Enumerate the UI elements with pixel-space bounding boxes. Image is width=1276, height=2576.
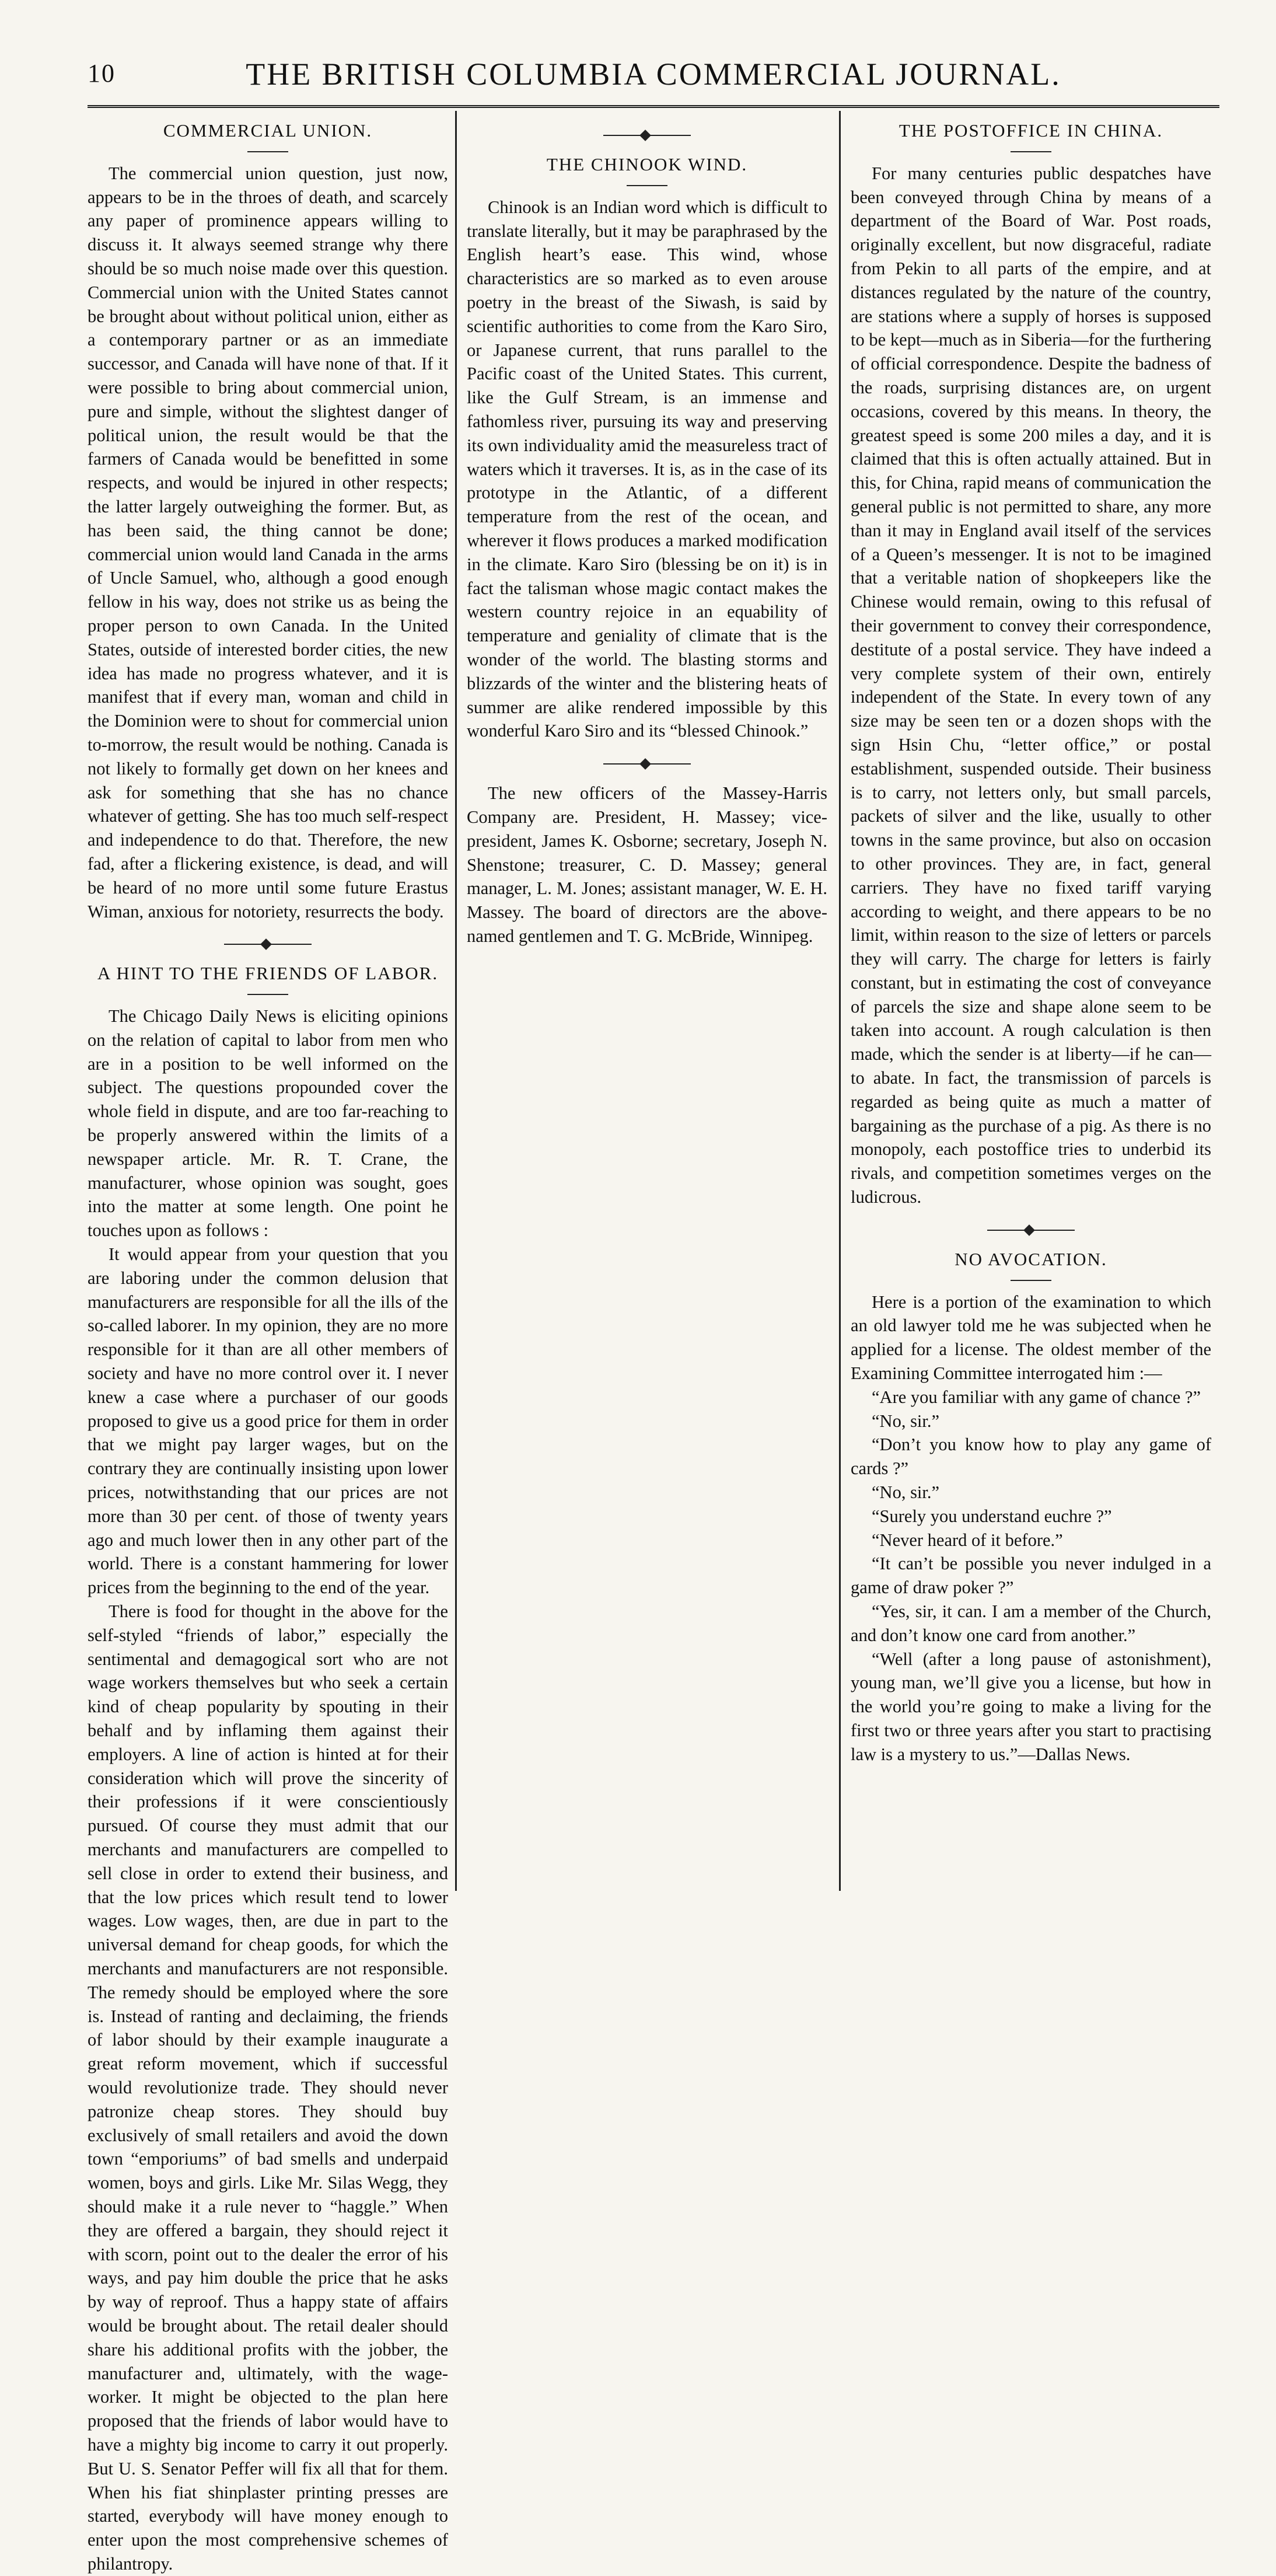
article-title-commercial-union: COMMERCIAL UNION.: [163, 120, 373, 141]
header-rule: [88, 105, 1219, 108]
postoffice-china-paragraph: For many centuries public despatches have been conveyed through China by means of a department of the Board of War. Post roads, originally excellent, but now disgraceful, radiate from Pekin to all parts of the empire, and at distances regulated by the nature of the country, are stations where a supply of horses is supposed to be kept—much as in Siberia—for the furthering of official correspondence. Despite the badness of the roads, surprising distances are, on urgent occasions, covered by this means. In theory, the greatest speed is some 200 miles a day, and it is claimed that this is often actually attained. But in this, for China, rapid means of communication the general public is not permitted to share, any more than it may in England avail itself of the services of a Queen’s messenger. It is not to be imagined that a veritable nation of shopkeepers like the Chinese would remain, owing to this refusal of their government to convey their correspondence, destitute of a postal service. They have indeed a very complete system of their own, entirely independent of the State. In every town of any size may be seen ten or a dozen shops with the sign Hsin Chu, “letter office,” or postal establishment, suspended outside. Their business is to carry, not letters only, but small parcels, packets of silver and the like, usually to other towns in the same province, but also on occasion to other provinces. They are, in fact, general carriers. They have no fixed tariff varying according to weight, and there appears to be no limit, within reason to the size of letters or parcels they will carry. The charge for letters is fairly constant, but in estimating the cost of conveyance of parcels the size and shape alone seem to be taken into account. A rough calculation is then made, which the sender is at liberty—if he can—to abate. In fact, the transmission of parcels is regarded as being quite as much a matter of bargaining as the purchase of a pig. As there is no monopoly, each postoffice tries to underbid its rivals, and competition sometimes verges on the ludicrous.: [851, 163, 1211, 1207]
hint-to-labor-paragraph-1: The Chicago Daily News is eliciting opinions on the relation of capital to labor from men who are in a position to be well informed on the subject. The questions propounded cover the whole field in dispute, and are too far-reaching to be properly answered within the limits of a newspaper article. Mr. R. T. Crane, the manufacturer, whose opinion was sought, goes into the matter at some length. One point he touches upon as follows :: [88, 1006, 448, 1241]
no-avocation-paragraph: Here is a portion of the examination to which an old lawyer told me he was subjected when he applied for a license. The oldest member of the Examining Committee interrogated him :—: [851, 1292, 1211, 1384]
section-divider: [987, 1224, 1075, 1236]
section-divider: [603, 130, 691, 141]
column-middle: [467, 114, 827, 1889]
column-rule: [839, 111, 841, 1891]
article-title-hint-to-labor: A HINT TO THE FRIENDS OF LABOR.: [97, 963, 439, 984]
chinook-wind-paragraph: Chinook is an Indian word which is difficult to translate literally, but it may be paraphrased by the English heart’s ease. This wind, whose characteristics are so marked as to even arouse poetry in the breast of the Siwash, is said by scientific authorities to come from the Karo Siro, or Japanese current, that runs parallel to the Pacific coast of the United States. This current, like the Gulf Stream, is an immense and fathomless river, pursuing its way and preserving its own individuality amid the measureless tract of waters which it traverses. It is, as in the case of its prototype in the Atlantic, of a different temperature from the rest of the ocean, and wherever it flows produces a marked modification in the climate. Karo Siro (blessing be on it) is in fact the talisman whose magic contact makes the western country rejoice in an equability of temperature and geniality of climate that is the wonder of the world. The blasting storms and blizzards of the winter and the blistering heats of summer are alike rendered impossible by this wonderful Karo Siro and its “blessed Chinook.”: [467, 197, 827, 741]
no-avocation-dialogue-line: “It can’t be possible you never indulged in a game of draw poker ?”: [851, 1554, 1211, 1598]
no-avocation-dialogue-line: “Surely you understand euchre ?”: [872, 1506, 1112, 1526]
title-rule: [627, 185, 667, 186]
journal-title: THE BRITISH COLUMBIA COMMERCIAL JOURNAL.: [246, 57, 1061, 92]
hint-to-labor-quote: It would appear from your question that you are laboring under the common delusion that manufacturers are responsible for all the ills of the so-called laborer. In my opinion, they are no more responsible for it than are all other members of society and have no more control over it. I never knew a case where a purchaser of our goods proposed to give us a good price for them in order that we might pay larger wages, but on the contrary they are continually insisting upon lower prices, notwithstanding that our prices are not more than 30 per cent. of those of twenty years ago and much lower then in any other part of the world. There is a constant hammering for lower prices from the beginning to the end of the year.: [88, 1244, 448, 1598]
column-right: [851, 114, 1211, 1889]
section-divider: [603, 758, 691, 770]
no-avocation-dialogue-line: “Well (after a long pause of astonishment), young man, we’ll give you a license, but how in the world you’re going to make a living for the first two or three years after you start to practising law is a mystery to us.”—Dallas News.: [851, 1649, 1211, 1764]
hint-to-labor-paragraph-3: There is food for thought in the above for the self-styled “friends of labor,” especially the sentimental and demagogical sort who are not wage workers themselves but who seek a certain kind of cheap popularity by spouting in their behalf and by inflaming them against their employers. A line of action is hinted at for their consideration which will prove the sincerity of their professions if it were conscientiously pursued. Of course they must admit that our merchants and manufacturers are compelled to sell close in order to extend their business, and that the low prices which result tend to lower wages. Low wages, then, are due in part to the universal demand for cheap goods, for which the merchants and manufacturers are not responsible. The remedy should be employed where the sore is. Instead of ranting and declaiming, the friends of labor should by their example inaugurate a great reform movement, which if successful would revolutionize trade. They should never patronize cheap stores. They should buy exclusively of small retailers and avoid the down town “emporiums” of bad smells and underpaid women, boys and girls. Like Mr. Silas Wegg, they should make it a rule never to “haggle.” When they are offered a bargain, they should reject it with scorn, point out to the dealer the error of his ways, and pay him double the price that he asks by way of reproof. Thus a happy state of affairs would be brought about. The retail dealer should share his additional profits with the jobber, the manufacturer and, ultimately, with the wage-worker. It might be objected to the plan here proposed that the friends of labor would have to have a mighty big income to carry it out properly. But U. S. Senator Peffer will fix all that for them. When his fiat shinplaster printing presses are started, everybody will have money enough to enter upon the most comprehensive schemes of philantropy.: [88, 1601, 448, 2574]
page-header: [88, 56, 1219, 103]
massey-harris-paragraph: The new officers of the Massey-Harris Company are. President, H. Massey; vice-president, James K. Osborne; secretary, Joseph N. Shenstone; treasurer, C. D. Massey; general manager, L. M. Jones; assistant manager, W. E. H. Massey. The board of directors are the above-named gentlemen and T. G. McBride, Winnipeg.: [467, 783, 827, 946]
column-left: [88, 114, 448, 2574]
title-rule: [1011, 1280, 1051, 1281]
article-title-chinook-wind: THE CHINOOK WIND.: [546, 154, 748, 174]
title-rule: [247, 994, 288, 995]
article-title-no-avocation: NO AVOCATION.: [955, 1248, 1107, 1269]
no-avocation-dialogue-line: “No, sir.”: [872, 1482, 940, 1503]
no-avocation-dialogue-line: “No, sir.”: [872, 1411, 940, 1431]
title-rule: [1011, 151, 1051, 152]
no-avocation-dialogue-line: “Never heard of it before.”: [872, 1530, 1063, 1550]
no-avocation-dialogue-line: “Don’t you know how to play any game of cards ?”: [851, 1434, 1211, 1479]
no-avocation-dialogue-line: “Are you familiar with any game of chance ?”: [872, 1387, 1201, 1407]
article-title-postoffice-china: THE POSTOFFICE IN CHINA.: [899, 120, 1163, 141]
column-rule: [455, 111, 457, 1891]
page-number: 10: [88, 59, 116, 88]
commercial-union-paragraph: The commercial union question, just now, appears to be in the throes of death, and scarcely any paper of prominence appears willing to discuss it. It always seemed strange why there should be so much noise made over this question. Commercial union with the United States cannot be brought about without political union, either as a contemporary partner or as an immediate successor, and Canada will have none of that. If it were possible to bring about commercial union, pure and simple, without the slightest danger of political union, the result would be that the farmers of Canada would be benefitted in some respects, and would be injured in other respects; the latter largely outweighing the former. But, as has been said, the thing cannot be done; commercial union would land Canada in the arms of Uncle Samuel, who, although a good enough fellow in his way, does not strike us as being the proper person to own Canada. In the United States, outside of interested border cities, the new idea has made no progress whatever, and it is manifest that if every man, woman and child in the Dominion were to shout for commercial union to-morrow, the result would be nothing. Canada is not likely to formally get down on her knees and ask for something that she has no chance whatever of getting. She has too much self-respect and independence to do that. Therefore, the new fad, after a flickering existence, is dead, and will be heard of no more until some future Erastus Wiman, anxious for notoriety, resurrects the body.: [88, 163, 448, 922]
no-avocation-dialogue-line: “Yes, sir, it can. I am a member of the Church, and don’t know one card from another.”: [851, 1601, 1211, 1645]
section-divider: [224, 938, 312, 950]
title-rule: [247, 151, 288, 152]
